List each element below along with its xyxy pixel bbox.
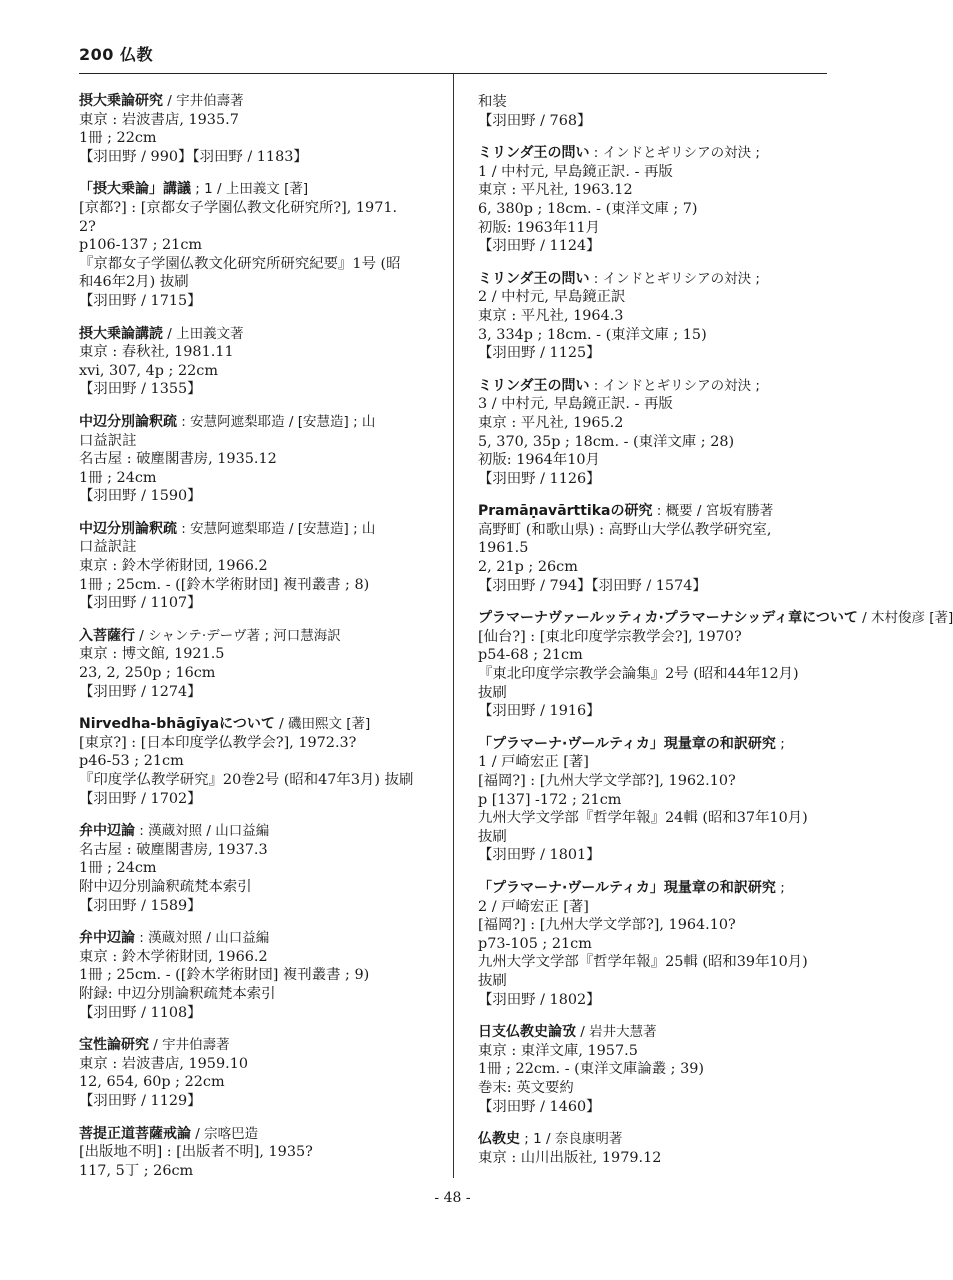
entry-detail: [福岡?] : [九州大学文学部?], 1964.10? [478,917,736,934]
entry-detail: 【羽田野 / 1802】 [478,991,601,1008]
entry-detail: 【羽田野 / 1129】 [79,1092,202,1109]
entry-line [79,790,435,809]
entry-detail: 3, 334p ; 18cm. - (東洋文庫 ; 15) [478,326,707,343]
entry-line [79,343,435,362]
entry-line [478,628,830,647]
entry-detail: 2? [79,218,96,235]
entry-line [79,929,435,948]
entry-subtitle: ; [775,879,785,896]
entry-line [79,538,435,557]
entry-detail: 『印度学仏教学研究』20巻2号 (昭和47年3月) 抜刷 [79,772,414,788]
entry-line [79,734,435,753]
entry-detail: 東京 : 春秋社, 1981.11 [79,344,234,361]
entry-line [79,966,435,985]
entry-title: 宝性論研究 [79,1037,149,1054]
catalog-entry [478,144,830,256]
entry-line [79,948,435,967]
entry-detail: 【羽田野 / 1274】 [79,683,202,700]
entry-title: ミリンダ王の問い [478,377,590,394]
entry-line [79,557,435,576]
entry-line [478,791,830,810]
entry-detail: 【羽田野 / 1124】 [478,238,601,255]
entry-detail: 2, 21p ; 26cm [478,559,578,576]
entry-title: 中辺分別論釈疏 [79,413,177,430]
entry-line [478,1042,830,1061]
entry-line [79,645,435,664]
entry-detail: p54-68 ; 21cm [478,647,583,664]
catalog-entry [79,1036,435,1110]
catalog-entry [478,502,830,595]
entry-line [79,218,435,237]
entry-detail: 東京 : 博文館, 1921.5 [79,646,225,663]
entry-title: 入菩薩行 [79,627,135,644]
entry-line [478,809,830,828]
entry-line [478,521,830,540]
catalog-entry [478,609,953,721]
entry-line [79,92,435,111]
entry-subtitle: ; 1 / 上田義文 [著] [191,181,309,198]
catalog-entry [478,879,830,1009]
entry-detail: [出版地不明] : [出版者不明], 1935? [79,1144,313,1161]
entry-line [79,199,435,218]
entry-detail: 【羽田野 / 1460】 [478,1098,601,1115]
entry-subtitle: : インドとギリシアの対決 ; [589,377,760,394]
entry-line [79,432,435,451]
entry-line [478,953,830,972]
entry-subtitle: / 宗喀巴造 [191,1125,259,1142]
page-number: - 48 - [434,1190,471,1206]
entry-detail: 附中辺分別論釈疏梵本索引 [79,878,252,895]
entry-line [79,1073,435,1092]
entry-line [478,898,830,917]
entry-line [478,414,830,433]
column-divider [453,74,454,1178]
entry-subtitle: : インドとギリシアの対決 ; [589,270,760,287]
catalog-entry [79,180,435,310]
entry-subtitle: ; 1 / 奈良康明著 [520,1131,623,1148]
entry-title: 弁中辺論 [79,823,135,840]
entry-detail: 初版: 1963年11月 [478,219,600,236]
entry-line [79,1092,435,1111]
entry-detail: 東京 : 平凡社, 1965.2 [478,414,624,431]
entry-title: 菩提正道菩薩戒論 [79,1125,191,1142]
catalog-entry [79,325,435,399]
entry-subtitle: : 漢蔵対照 / 山口益編 [135,823,270,840]
entry-line [478,609,953,628]
entry-line [79,683,435,702]
entry-detail: 5, 370, 35p ; 18cm. - (東洋文庫 ; 28) [478,433,735,450]
entry-title: プラマーナヴァールッティカ·プラマーナシッディ [478,610,789,627]
entry-subtitle: : 安慧阿遮梨耶造 / [安慧造] ; 山 [177,413,376,430]
entry-detail: 1冊 ; 25cm. - ([鈴木学術財団] 複刊叢書 ; 8) [79,576,370,593]
entry-line [478,935,830,954]
entry-line [478,144,830,163]
entry-line [79,859,435,878]
entry-title: Pramāṇavārttikaの研究 [478,503,653,520]
entry-detail: 九州大学文学部『哲学年報』25輯 (昭和39年10月) [478,954,808,971]
entry-detail: 【羽田野 / 794】【羽田野 / 1574】 [478,577,707,594]
entry-line [79,878,435,897]
left-column [79,92,435,1194]
entry-line [79,841,435,860]
catalog-entry [478,270,830,363]
entry-detail: 東京 : 岩波書店, 1935.7 [79,111,239,128]
entry-detail: 【羽田野 / 768】 [478,112,592,129]
entry-title: 「プラマーナ·ヴールティカ」現量章の和訳研究 [478,879,776,896]
catalog-entry [478,1130,830,1167]
entry-line [79,255,435,274]
entry-line [79,576,435,595]
entry-line [79,520,435,539]
entry-line [478,1098,830,1117]
entry-subtitle: : インドとギリシアの対決 ; [589,145,760,162]
entry-line [79,897,435,916]
entry-title: ミリンダ王の問い [478,270,590,287]
right-column [478,93,953,1181]
entry-subtitle: / 磯田熙文 [著] [274,716,371,733]
entry-detail: [福岡?] : [九州大学文学部?], 1962.10? [478,773,736,789]
entry-detail: 【羽田野 / 1589】 [79,897,202,914]
entry-line [79,771,435,790]
entry-detail: 【羽田野 / 990】【羽田野 / 1183】 [79,148,308,165]
entry-title-continued: 章について [788,610,858,627]
entry-title: 日支仏教史論攷 [478,1024,576,1041]
entry-detail: 【羽田野 / 1702】 [79,790,202,807]
entry-title: Nirvedha-bhāgīyaについて [79,716,275,733]
entry-line [79,1143,435,1162]
entry-detail: p [137] -172 ; 21cm [478,791,622,808]
entry-line [478,451,830,470]
entry-line [79,627,435,646]
entry-title: 「プラマーナ·ヴールティカ」現量章の和訳研究 [478,735,776,752]
entry-detail: 【羽田野 / 1801】 [478,847,601,864]
entry-detail: 初版: 1964年10月 [478,452,600,469]
entry-detail: 抜刷 [478,972,507,989]
entry-title: ミリンダ王の問い [478,145,590,162]
entry-line [79,664,435,683]
catalog-entry [478,377,830,489]
entry-line [478,502,830,521]
entry-detail: 巻末: 英文要約 [478,1079,574,1096]
entry-detail: 12, 654, 60p ; 22cm [79,1074,225,1091]
entry-detail: p106-137 ; 21cm [79,237,203,254]
entry-detail: 名古屋 : 破塵閣書房, 1935.12 [79,451,277,468]
entry-line [478,991,830,1010]
entry-line [79,450,435,469]
entry-line [79,148,435,167]
entry-detail: 【羽田野 / 1108】 [79,1004,202,1021]
entry-detail: 【羽田野 / 1715】 [79,292,202,309]
entry-line [478,684,830,703]
entry-line [79,985,435,1004]
entry-detail: 抜刷 [478,684,507,701]
entry-detail: [京都?] : [京都女子学園仏教文化研究所?], 1971. [79,199,398,216]
entry-detail: 【羽田野 / 1107】 [79,595,202,612]
entry-line [478,1149,830,1168]
entry-title: 中辺分別論釈疏 [79,520,177,537]
entry-line [478,200,830,219]
entry-line [79,380,435,399]
catalog-entry [79,929,435,1022]
entry-line [478,1079,830,1098]
entry-line [478,93,830,112]
entry-line [478,1023,830,1042]
entry-line [478,972,830,991]
entry-detail: 高野町 (和歌山県) : 高野山大学仏教学研究室, [478,521,772,538]
entry-detail: 1冊 ; 25cm. - ([鈴木学術財団] 複刊叢書 ; 9) [79,967,370,984]
entry-title: 弁中辺論 [79,930,135,947]
catalog-entry [79,92,435,166]
entry-line [79,292,435,311]
entry-line [79,1125,435,1144]
entry-detail: 3 / 中村元, 早島鏡正訳. - 再版 [478,396,673,413]
catalog-entry [79,520,435,613]
entry-detail: 23, 2, 250p ; 16cm [79,665,216,682]
entry-line [478,879,830,898]
entry-line [478,1060,830,1079]
entry-detail: 1 / 戸崎宏正 [著] [478,754,589,771]
entry-title: 摂大乗論講読 [79,325,163,342]
entry-detail: 九州大学文学部『哲学年報』24輯 (昭和37年10月) [478,810,808,827]
entry-line [79,469,435,488]
entry-line [79,180,435,199]
entry-detail: 6, 380p ; 18cm. - (東洋文庫 ; 7) [478,200,698,217]
page-header: 200 仏教 [79,45,153,64]
entry-line [478,558,830,577]
entry-detail: 和装 [478,94,507,110]
entry-line [478,539,830,558]
entry-line [478,646,830,665]
entry-detail: 名古屋 : 破塵閣書房, 1937.3 [79,841,268,858]
catalog-entry [478,93,830,130]
entry-line [478,377,830,396]
entry-subtitle: : 安慧阿遮梨耶造 / [安慧造] ; 山 [177,520,376,537]
entry-line [79,236,435,255]
entry-detail: 『京都女子学園仏教文化研究所研究紀要』1号 (昭 [79,255,401,272]
entry-title: 「摂大乗論」講議 [79,181,191,198]
entry-line [478,753,830,772]
entry-line [478,577,830,596]
entry-line [478,270,830,289]
catalog-entry [79,627,435,701]
entry-detail: 2 / 中村元, 早島鏡正訳 [478,289,626,306]
entry-detail: 【羽田野 / 1126】 [478,470,601,487]
entry-detail: p73-105 ; 21cm [478,935,592,952]
entry-line [79,129,435,148]
catalog-entry [79,1125,435,1181]
entry-detail: 東京 : 鈴木学術財団, 1966.2 [79,948,268,965]
entry-detail: 東京 : 東洋文庫, 1957.5 [478,1042,638,1059]
entry-detail: 東京 : 鈴木学術財団, 1966.2 [79,558,268,575]
entry-line [478,772,830,791]
entry-line [478,846,830,865]
entry-line [478,237,830,256]
entry-detail: 東京 : 山川出版社, 1979.12 [478,1149,662,1166]
entry-detail: 1 / 中村元, 早島鏡正訳. - 再版 [478,163,673,180]
entry-subtitle: / 宇井伯壽著 [149,1037,230,1054]
entry-detail: [仙台?] : [東北印度学宗教学会?], 1970? [478,628,742,645]
entry-detail: 1冊 ; 22cm [79,130,157,147]
entry-line [79,752,435,771]
entry-line [79,413,435,432]
entry-line [478,470,830,489]
entry-line [79,594,435,613]
catalog-entry [478,735,830,865]
entry-line [478,395,830,414]
entry-line [79,325,435,344]
entry-detail: 【羽田野 / 1590】 [79,488,202,505]
entry-subtitle: : 漢蔵対照 / 山口益編 [135,930,270,947]
entry-line [478,181,830,200]
entry-line [79,822,435,841]
entry-line [478,163,830,182]
entry-detail: 117, 5丁 ; 26cm [79,1162,194,1179]
entry-line [478,916,830,935]
entry-subtitle: / 木村俊彦 [著] [857,610,953,627]
entry-detail: 1冊 ; 24cm [79,860,157,877]
entry-line [478,112,830,131]
entry-detail: p46-53 ; 21cm [79,753,184,770]
catalog-entry [79,413,435,506]
entry-line [79,1162,435,1181]
entry-detail: 附録: 中辺分別論釈疏梵本索引 [79,985,276,1002]
entry-detail: 東京 : 岩波書店, 1959.10 [79,1055,248,1072]
entry-line [478,828,830,847]
entry-line [79,1055,435,1074]
entry-detail: 抜刷 [478,828,507,845]
entry-detail: 『東北印度学宗教学会論集』2号 (昭和44年12月) [478,666,799,683]
entry-title: 仏教史 [478,1131,520,1148]
entry-line [478,307,830,326]
entry-line [79,1036,435,1055]
entry-detail: 和46年2月) 抜刷 [79,274,189,291]
entry-line [79,362,435,381]
entry-subtitle: ; [775,735,785,752]
entry-detail: 【羽田野 / 1125】 [478,345,601,362]
entry-subtitle: / シャンテ·デーヴ著 ; 河口慧海訳 [135,627,341,644]
entry-detail: 【羽田野 / 1916】 [478,703,601,720]
entry-subtitle: / 岩井大慧著 [576,1024,657,1041]
entry-detail: 2 / 戸崎宏正 [著] [478,898,589,915]
catalog-entry [478,1023,830,1116]
entry-line [79,273,435,292]
entry-subtitle: / 宇井伯壽著 [163,93,244,109]
entry-detail: 1961.5 [478,540,529,557]
entry-line [79,111,435,130]
entry-line [79,487,435,506]
entry-subtitle: / 上田義文著 [163,325,244,342]
entry-line [478,344,830,363]
entry-line [478,433,830,452]
entry-line [478,665,830,684]
entry-detail: 東京 : 平凡社, 1964.3 [478,307,624,324]
entry-line [478,1130,830,1149]
entry-line [478,735,830,754]
entry-detail: 口益訳註 [79,432,137,449]
entry-line [79,1004,435,1023]
catalog-entry [79,822,435,915]
entry-line [478,219,830,238]
entry-title: 摂大乗論研究 [79,93,163,109]
entry-subtitle: : 概要 / 宮坂宥勝著 [652,503,774,520]
entry-line [478,288,830,307]
entry-line [478,702,830,721]
entry-detail: 【羽田野 / 1355】 [79,381,202,398]
entry-line [478,326,830,345]
entry-detail: 1冊 ; 24cm [79,469,157,486]
entry-line [79,715,435,734]
entry-detail: xvi, 307, 4p ; 22cm [79,362,218,379]
catalog-entry [79,715,435,808]
entry-detail: 1冊 ; 22cm. - (東洋文庫論叢 ; 39) [478,1061,705,1078]
entry-detail: 東京 : 平凡社, 1963.12 [478,182,633,199]
entry-detail: [東京?] : [日本印度学仏教学会?], 1972.3? [79,734,357,751]
entry-detail: 口益訳註 [79,539,137,556]
